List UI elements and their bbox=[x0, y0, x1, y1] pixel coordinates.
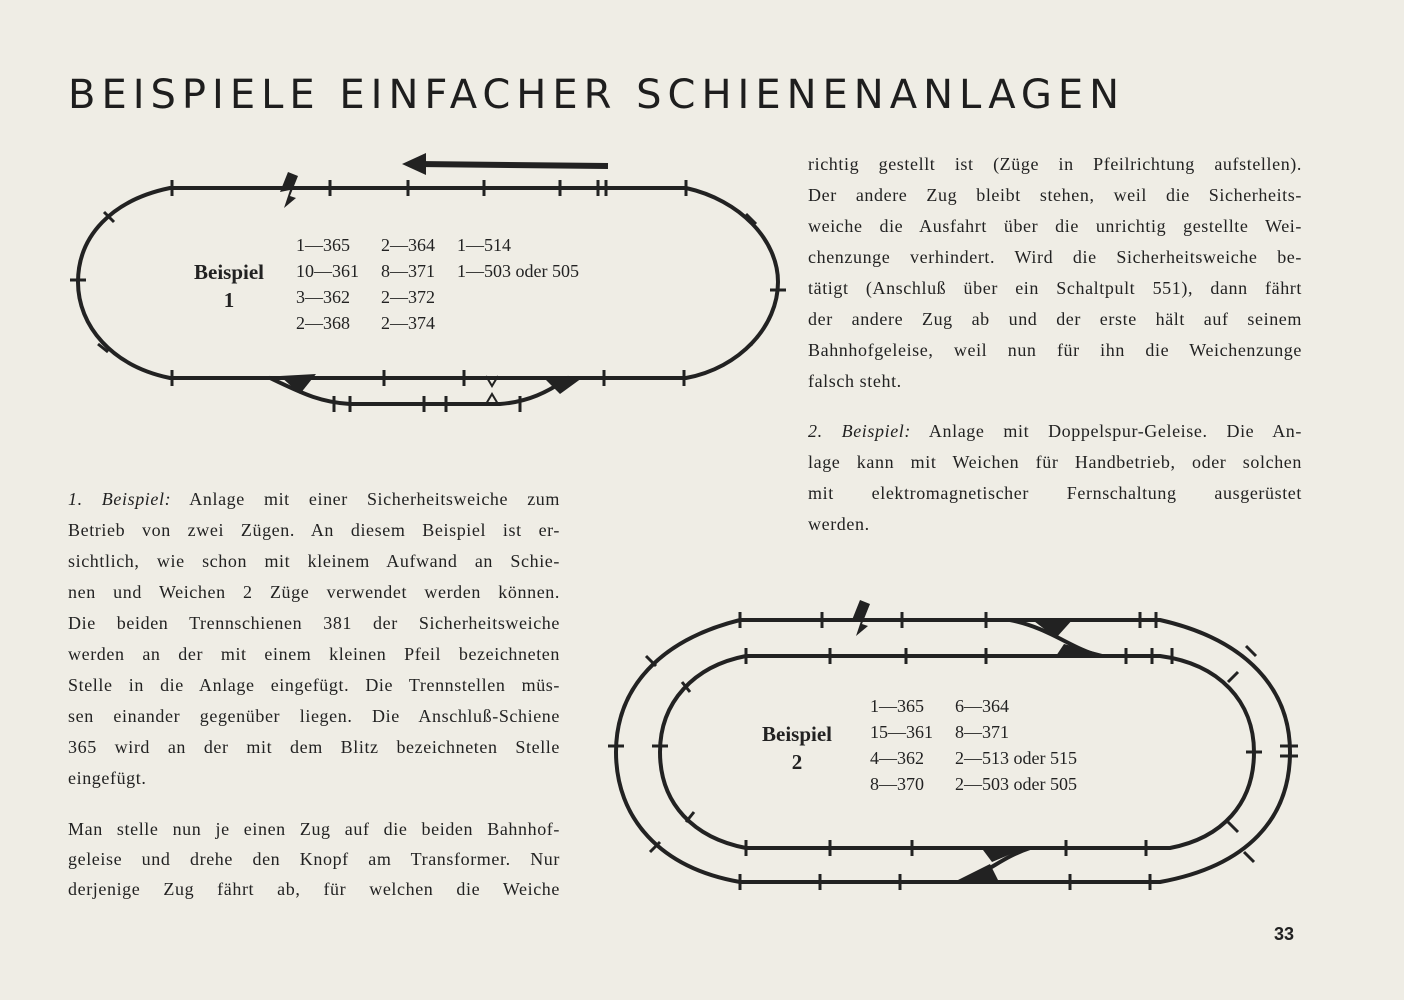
page-number: 33 bbox=[1274, 924, 1295, 944]
example2-parts-table bbox=[870, 693, 1099, 797]
table-row: 8—370 2—503 oder 505 bbox=[870, 774, 1077, 794]
table-row: 2—368 2—374 bbox=[296, 313, 435, 333]
example1-label: Beispiel 1 bbox=[194, 260, 265, 312]
example1-parts-table bbox=[296, 232, 601, 336]
page-title: BEISPIELE EINFACHER SCHIENENANLAGEN bbox=[68, 72, 1126, 118]
table-row: 3—362 2—372 bbox=[296, 287, 435, 307]
table-row: 15—361 8—371 bbox=[870, 722, 1009, 742]
table-row: 1—365 2—364 1—514 bbox=[296, 235, 511, 255]
table-row: 4—362 2—513 oder 515 bbox=[870, 748, 1077, 768]
table-row: 10—361 8—371 1—503 oder 505 bbox=[296, 261, 579, 281]
example2-label: Beispiel 2 bbox=[762, 722, 833, 774]
operation-description-continued: richtig gestellt ist (Züge in Pfeilrichtung aufstellen). Der andere Zug bleibt stehen, weil die Sicherheits- weiche die Ausfahrt über die unrichtig gestellte Wei- chenzunge verhindert. Wird die Sicherheitsweiche be- tätigt (Anschluß über ein Schaltpult 551), dann fährt der andere Zug ab und der erste hält auf seinem Bahnhofgeleise, weil nun für ihn die Weichenzunge falsch steht. bbox=[808, 154, 1302, 391]
operation-description: Man stelle nun je einen Zug auf die beiden Bahnhof- geleise und drehe den Knopf am Transformer. Nur derjenige Zug fährt ab, für welchen die Weiche bbox=[68, 819, 560, 899]
example2-description: 2. Beispiel: Anlage mit Doppelspur-Geleise. Die An- lage kann mit Weichen für Handbetrieb, oder solchen mit elektromagnetischer Fernschaltung ausgerüstet werden. bbox=[808, 421, 1302, 534]
example1-description: 1. Beispiel: Anlage mit einer Sicherheitsweiche zum Betrieb von zwei Zügen. An diesem Beispiel ist er- sichtlich, wie schon mit kleinem Aufwand an Schie- nen und Weichen 2 Züge verwendet werden können. Die beiden Trennschienen 381 der Sicherheitsweiche werden an der mit einem kleinen Pfeil bezeichneten Stelle in die Anlage eingefügt. Die Trennstellen müs- sen einander gegenüber liegen. Die Anschluß-Schiene 365 wird an der mit dem Blitz bezeichneten Stelle eingefügt. bbox=[68, 489, 560, 788]
table-row: 1—365 6—364 bbox=[870, 696, 1009, 716]
switch-top2-icon bbox=[1056, 644, 1110, 656]
